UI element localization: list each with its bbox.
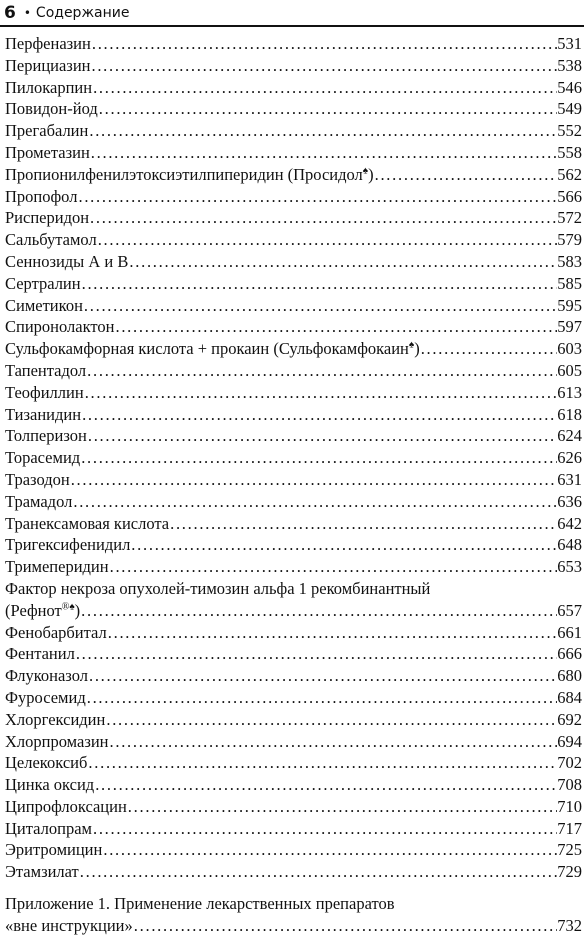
toc-entry[interactable] [5, 142, 582, 164]
dot-leader [86, 360, 557, 382]
dot-leader [94, 774, 557, 796]
toc-entry-name [5, 687, 86, 709]
toc-entry-name [5, 120, 88, 142]
dot-leader [169, 513, 557, 535]
dot-leader [420, 338, 558, 360]
dot-leader [80, 600, 557, 622]
toc-entry-name [5, 469, 70, 491]
toc-entry-name-text: Пропионилфенилэтоксиэтилпиперидин (Просидол [5, 164, 363, 184]
dot-leader [92, 818, 557, 840]
toc-entry-name-text: Прегабалин [5, 121, 89, 141]
toc-entry[interactable] [5, 186, 582, 208]
toc-entry-name [5, 622, 107, 644]
toc-entry-name-text: Сальбутамол [5, 230, 97, 250]
toc-entry-name [5, 142, 90, 164]
toc-entry-name-text: Циталопрам [5, 818, 92, 838]
toc-entry-name [5, 796, 127, 818]
toc-entry-name [5, 491, 72, 513]
toc-entry-page: 666 [557, 644, 582, 664]
appendix-line2 [5, 915, 582, 937]
toc-entry-name [5, 77, 92, 99]
dot-leader [102, 839, 557, 861]
dot-leader [77, 186, 557, 208]
page-number: 6 [4, 3, 16, 23]
toc-entry-page: 531 [557, 34, 582, 53]
toc-entry-page: 558 [557, 142, 582, 162]
toc-entry-name [5, 752, 87, 774]
toc-entry-name [5, 600, 80, 622]
toc-entry-name-text: Толперизон [5, 426, 87, 446]
toc-entry-name-text: Эритромицин [5, 840, 103, 860]
toc-entry-name-text: Целекоксиб [5, 753, 88, 773]
toc-entry-name [5, 164, 374, 186]
toc-entry[interactable] [5, 164, 582, 186]
toc-entry-name [5, 665, 88, 687]
toc-entry-name-text: Повидон-йод [5, 99, 98, 119]
toc-entry-name [5, 186, 77, 208]
toc-entry-page: 710 [557, 796, 582, 816]
toc-entry-page: 684 [557, 687, 582, 707]
toc-entry[interactable] [5, 665, 582, 687]
toc-entry[interactable] [5, 709, 582, 731]
toc-entry[interactable] [5, 839, 582, 861]
toc-entry[interactable] [5, 752, 582, 774]
dot-leader [109, 556, 558, 578]
toc-entry-page: 636 [557, 491, 582, 511]
dot-leader [75, 643, 557, 665]
toc-entry-name [5, 513, 169, 535]
dot-leader [374, 164, 558, 186]
toc-entry-name-text: Транексамовая кислота [5, 513, 170, 533]
dot-leader [86, 687, 558, 709]
toc-entry-name [5, 273, 81, 295]
dot-leader [72, 491, 557, 513]
toc-entry-name-text: Фуросемид [5, 687, 86, 707]
dot-leader [114, 316, 557, 338]
toc-entry-page: 657 [557, 600, 582, 620]
toc-entry[interactable] [5, 229, 582, 251]
toc-entry[interactable] [5, 404, 582, 426]
toc-entry-name-text: Фенобарбитал [5, 622, 107, 642]
toc-entry[interactable] [5, 295, 582, 317]
toc-entry-appendix[interactable] [5, 893, 582, 937]
toc-entry-name [5, 861, 79, 883]
toc-entry-page: 597 [557, 317, 582, 337]
toc-entry-name [5, 839, 102, 861]
toc-entry-multiline[interactable] [5, 578, 582, 622]
toc-entry-name-text: Сеннозиды А и В [5, 251, 129, 271]
toc-entry-name-line1: Фактор некроза опухолей-тимозин альфа 1 рекомбинантный [5, 578, 431, 598]
toc-entry[interactable] [5, 861, 582, 883]
dot-leader [97, 229, 558, 251]
toc-entry-name-text: Пилокарпин [5, 77, 93, 97]
toc-entry[interactable] [5, 513, 582, 535]
toc-entry-name [5, 229, 97, 251]
toc-entry-name-text: Тизанидин [5, 404, 82, 424]
dot-leader [80, 447, 557, 469]
appendix-title-line1: Приложение 1. Применение лекарственных препаратов [5, 894, 395, 914]
table-of-contents [5, 33, 582, 937]
toc-entry-page: 585 [557, 273, 582, 293]
toc-entry-name [5, 251, 128, 273]
trademark-mark: ®♠ [61, 601, 75, 613]
toc-entry-name [5, 98, 98, 120]
page-header [4, 2, 580, 24]
toc-list [5, 622, 582, 884]
toc-entry-name-text: Флуконазол [5, 666, 88, 686]
toc-entry-name-text: Тригексифенидил [5, 535, 131, 555]
dot-leader [90, 142, 557, 164]
toc-entry[interactable] [5, 796, 582, 818]
toc-entry[interactable] [5, 207, 582, 229]
toc-entry-name-text: Сертралин [5, 273, 81, 293]
toc-entry-page: 613 [557, 382, 582, 402]
toc-entry-name [5, 534, 130, 556]
toc-entry-name-text: Ципрофлоксацин [5, 796, 127, 816]
toc-entry-name [5, 731, 109, 753]
toc-entry-name-text: Теофиллин [5, 382, 84, 402]
toc-entry[interactable] [5, 77, 582, 99]
header-divider [0, 25, 584, 27]
toc-entry[interactable] [5, 469, 582, 491]
toc-list [5, 33, 582, 578]
toc-entry-name-text: Тапентадол [5, 360, 87, 380]
toc-entry-name [5, 643, 75, 665]
toc-entry[interactable] [5, 120, 582, 142]
toc-entry[interactable] [5, 382, 582, 404]
toc-entry[interactable] [5, 338, 582, 360]
dot-leader [98, 98, 557, 120]
toc-entry-page: 680 [557, 666, 582, 686]
toc-entry-name-text: Прометазин [5, 142, 90, 162]
dot-leader [127, 796, 557, 818]
toc-entry-name-text: (Рефнот [5, 600, 62, 620]
toc-entry-page: 583 [557, 251, 582, 271]
toc-entry-name-text: Торасемид [5, 448, 81, 468]
toc-entry[interactable] [5, 33, 582, 55]
toc-entry-name-text: Цинка оксид [5, 775, 95, 795]
toc-entry-name [5, 338, 420, 360]
dot-leader [133, 915, 557, 937]
toc-entry-name [5, 556, 109, 578]
dot-leader [90, 55, 557, 77]
toc-entry-name-text: Сульфокамфорная кислота + прокаин (Сульфокамфокаин [5, 339, 409, 359]
toc-entry[interactable] [5, 556, 582, 578]
dot-leader [91, 33, 557, 55]
toc-entry-name [5, 818, 92, 840]
toc-entry-name-text: Перфеназин [5, 34, 91, 53]
toc-entry-page: 708 [557, 775, 582, 795]
toc-entry-page: 538 [557, 55, 582, 75]
dot-leader [81, 404, 557, 426]
toc-entry-name [5, 33, 91, 55]
trademark-mark: ♠ [362, 165, 369, 177]
toc-entry-page: 725 [557, 840, 582, 860]
toc-entry[interactable] [5, 316, 582, 338]
trademark-mark: ♠ [408, 339, 415, 351]
toc-entry[interactable] [5, 98, 582, 120]
toc-entry-name [5, 382, 84, 404]
toc-entry-name-tail: ) [74, 600, 81, 620]
dot-leader [87, 425, 557, 447]
bullet-icon: • [23, 6, 31, 20]
toc-entry[interactable] [5, 622, 582, 644]
toc-entry-name [5, 709, 105, 731]
toc-entry-page: 566 [557, 186, 582, 206]
toc-entry-page: 648 [557, 535, 582, 555]
toc-entry-name [5, 404, 81, 426]
toc-entry[interactable] [5, 273, 582, 295]
toc-entry-page: 653 [557, 557, 582, 577]
toc-entry-name-text: Тримеперидин [5, 557, 109, 577]
toc-entry-name-text: Тразодон [5, 469, 70, 489]
toc-entry-page: 631 [557, 469, 582, 489]
toc-entry[interactable] [5, 491, 582, 513]
dot-leader [128, 251, 557, 273]
toc-entry-name [5, 360, 86, 382]
dot-leader [81, 273, 558, 295]
toc-entry[interactable] [5, 447, 582, 469]
dot-leader [84, 382, 558, 404]
dot-leader [87, 752, 557, 774]
toc-entry-page: 572 [557, 208, 582, 228]
toc-entry-line2 [5, 600, 582, 622]
toc-entry[interactable] [5, 818, 582, 840]
toc-entry-name-text: Фентанил [5, 644, 75, 664]
toc-entry-page: 618 [557, 404, 582, 424]
toc-entry-page: 626 [557, 448, 582, 468]
toc-entry-page: 624 [557, 426, 582, 446]
toc-entry-name-text: Спиронолактон [5, 317, 115, 337]
dot-leader [130, 534, 557, 556]
toc-entry-name-text: Симетикон [5, 295, 83, 315]
toc-entry[interactable] [5, 687, 582, 709]
toc-entry-name-tail: ) [414, 339, 420, 359]
dot-leader [88, 665, 557, 687]
toc-entry-page: 694 [557, 731, 582, 751]
toc-entry-page: 729 [557, 862, 582, 882]
toc-entry-name [5, 774, 94, 796]
toc-entry-page: 552 [557, 121, 582, 141]
toc-entry-name-text: Трамадол [5, 491, 73, 511]
dot-leader [88, 120, 557, 142]
toc-entry[interactable] [5, 643, 582, 665]
toc-entry-page: 605 [557, 360, 582, 380]
toc-entry[interactable] [5, 774, 582, 796]
toc-entry-name [5, 316, 114, 338]
toc-entry-page: 603 [557, 339, 582, 359]
toc-entry[interactable] [5, 360, 582, 382]
toc-entry-page: 579 [557, 230, 582, 250]
toc-entry-name [5, 425, 87, 447]
dot-leader [105, 709, 557, 731]
toc-entry-page: 702 [557, 753, 582, 773]
toc-entry[interactable] [5, 534, 582, 556]
dot-leader [92, 77, 557, 99]
appendix-page: 732 [557, 915, 582, 935]
toc-entry[interactable] [5, 251, 582, 273]
toc-entry-page: 549 [557, 99, 582, 119]
toc-entry-name [5, 207, 89, 229]
section-title: Содержание [35, 5, 130, 21]
appendix-title-line2: «вне инструкции» [5, 915, 133, 935]
toc-entry-name-text: Рисперидон [5, 208, 90, 228]
toc-entry-page: 692 [557, 709, 582, 729]
dot-leader [109, 731, 558, 753]
toc-entry-page: 595 [557, 295, 582, 315]
dot-leader [79, 861, 557, 883]
dot-leader [89, 207, 557, 229]
toc-entry[interactable] [5, 55, 582, 77]
toc-entry-page: 717 [557, 818, 582, 838]
toc-entry-page: 661 [557, 622, 582, 642]
toc-entry[interactable] [5, 731, 582, 753]
toc-entry[interactable] [5, 425, 582, 447]
toc-entry-page: 562 [557, 164, 582, 184]
toc-entry-page: 642 [557, 513, 582, 533]
dot-leader [70, 469, 558, 491]
toc-entry-name [5, 295, 83, 317]
toc-entry-name-text: Этамзилат [5, 862, 79, 882]
toc-entry-name [5, 447, 80, 469]
dot-leader [83, 295, 557, 317]
toc-entry-name [5, 55, 90, 77]
toc-entry-name-text: Хлоргексидин [5, 709, 106, 729]
dot-leader [107, 622, 558, 644]
toc-entry-name-tail: ) [368, 164, 374, 184]
toc-entry-name-text: Перициазин [5, 55, 91, 75]
toc-entry-name-text: Хлорпромазин [5, 731, 109, 751]
toc-entry-name-text: Пропофол [5, 186, 78, 206]
toc-entry-page: 546 [557, 77, 582, 97]
